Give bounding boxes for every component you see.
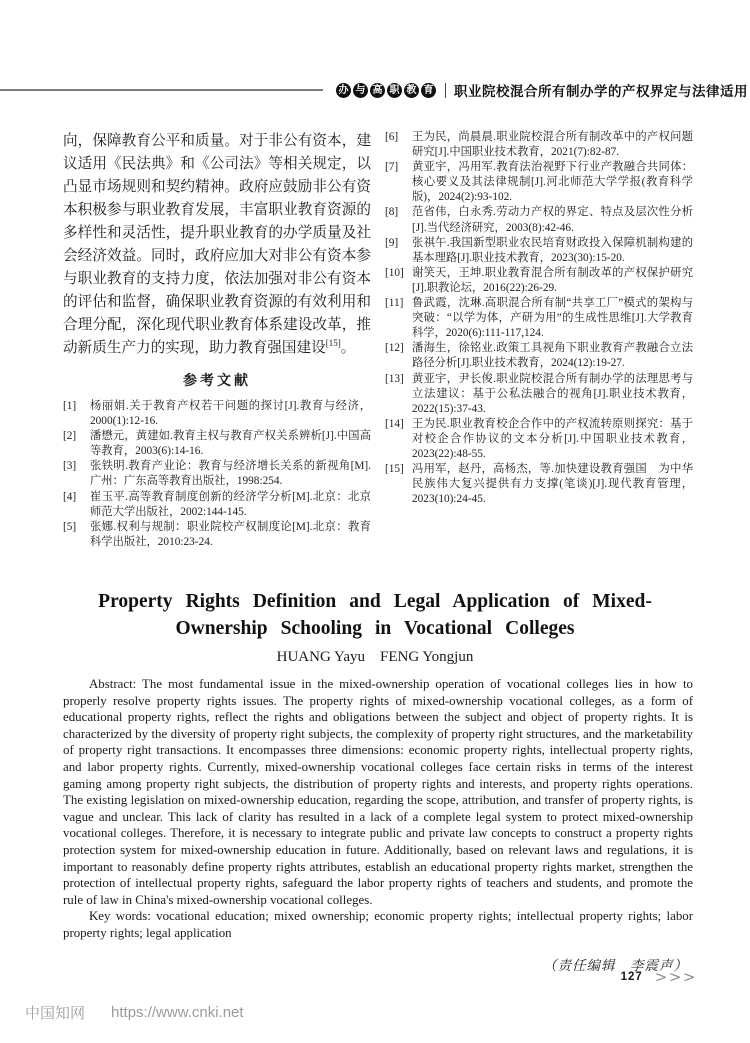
reference-item [385, 372, 693, 417]
cnki-brand-name: 中国知网 [25, 1005, 86, 1022]
reference-text: 冯用军，赵丹，高杨杰，等.加快建设教育强国 为中华民族伟大复兴提供有力支撑(笔谈)[J].现代教育管理，2023(10):24-45. [412, 463, 693, 506]
reference-text: 张祺午.我国新型职业农民培育财政投入保障机制构建的基本理路[J].职业技术教育，2023(30):15-20. [412, 236, 693, 264]
body-paragraph [63, 130, 371, 360]
badge-char-icon: 办 [336, 83, 351, 98]
two-column-layout [63, 130, 693, 562]
reference-text: 黄亚宇，冯用军.教育法治视野下行业产教融合共同体：核心要义及其法律规制[J].河北师范大学学报(教育科学版)，2024(2):93-102. [412, 161, 693, 204]
reference-text: 鲁武霞，沈琳.高职混合所有制“共享工厂”模式的架构与突破：“以学为体，产研为用”的生成性思维[J].大学教育科学，2020(6):111-117,124. [412, 297, 693, 340]
chevron-right-icon: >>> [654, 968, 697, 986]
english-title-line2: Ownership Schooling in Vocational Colleges [175, 618, 575, 639]
cnki-brand-bar [25, 1002, 244, 1023]
reference-text: 崔玉平.高等教育制度创新的经济学分析[M].北京：北京师范大学出版社，2002:144-145. [90, 490, 371, 518]
header-rule [0, 89, 323, 91]
reference-text: 王为民，尚晨晨.职业院校混合所有制改革中的产权问题研究[J].中国职业技术教育，2021(7):82-87. [412, 131, 693, 159]
badge-char-icon: 育 [421, 83, 436, 98]
header-divider [445, 83, 446, 98]
abstract-paragraph [63, 676, 693, 908]
managing-editor-note: （责任编辑 李震声） [543, 957, 688, 973]
reference-item [385, 130, 693, 160]
cnki-url: https://www.cnki.net [111, 1004, 244, 1021]
references-heading: 参考文献 [183, 374, 251, 389]
left-column [63, 130, 371, 562]
reference-number: [10] [385, 266, 404, 279]
body-text: 向，保障教育公平和质量。对于非公有资本，建议适用《民法典》和《公司法》等相关规定，以凸显市场规则和契约精神。政府应鼓励非公有资本积极参与职业教育发展，丰富职业教育资源的多样性和灵活性，提升职业教育的办学质量及社会经济效益。同时，政府应加大对非公有资本参与职业教育的支持力度，依法加强对非公有资本的评估和监督，确保职业教育资源的有效利用和合理分配，深化现代职业教育体系建设改革，推动新质生产力的实现，助力教育强国建设 [63, 133, 371, 356]
keywords-paragraph [63, 908, 693, 941]
page-number-row [621, 968, 697, 986]
english-authors: HUANG Yayu FENG Yongjun [276, 649, 474, 665]
abstract-label: Abstract: [89, 677, 143, 691]
page-number: 127 [620, 971, 643, 983]
reference-item [385, 205, 693, 235]
badge-char-icon: 教 [404, 83, 419, 98]
reference-text: 张娜.权利与规制：职业院校产权制度论[M].北京：教育科学出版社，2010:23-24. [90, 520, 371, 548]
reference-text: 潘懋元，黄建如.教育主权与教育产权关系辨析[J].中国高等教育，2003(6):14-16. [90, 430, 371, 458]
right-column [385, 130, 693, 562]
reference-number: [4] [63, 490, 77, 503]
reference-item [385, 296, 693, 341]
running-head-title: 职业院校混合所有制办学的产权界定与法律适用 [454, 84, 748, 99]
reference-number: [13] [385, 372, 404, 385]
reference-item [63, 399, 371, 429]
reference-item [63, 490, 371, 520]
reference-number: [6] [385, 131, 399, 143]
reference-number: [1] [63, 400, 77, 412]
reference-item [63, 459, 371, 489]
reference-text: 杨丽娟.关于教育产权若干问题的探讨[J].教育与经济，2000(1):12-16. [90, 400, 371, 428]
reference-item [63, 429, 371, 459]
reference-item [385, 417, 693, 462]
badge-char-icon: 与 [353, 83, 368, 98]
reference-number: [5] [63, 520, 77, 533]
badge-char-icon: 高 [370, 83, 385, 98]
english-title-line1: Property Rights Definition and Legal Application of Mixed- [98, 591, 652, 612]
reference-number: [7] [385, 161, 399, 174]
reference-item [63, 520, 371, 550]
abstract-text: The most fundamental issue in the mixed-ownership operation of vocational colleges lies in how to properly resolve property rights issues. The property rights of mixed-ownership vocational colleges, as a form of educational property rights, reflect the rights and obligations between the subject and object of property rights. It is characterized by the diversity of property right subjects, the complexity of property right structures, and the marketability of property right transactions. It encompasses three dimensions: economic property rights, intellectual property rights, and labor property rights. Currently, mixed-ownership vocational colleges face certain risks in terms of the interest gaming among property right subjects, the distribution of property rights and interests, and property rights operations. The existing legislation on mixed-ownership education, regarding the scope, attribution, and transfer of property rights, is vague and unclear. This lack of clarity has resulted in a lack of a complete legal system to protect mixed-ownership vocational colleges. Therefore, it is necessary to integrate public and private law concepts to construct a property rights protection system for mixed-ownership education in future. Additionally, based on relevant laws and regulations, it is important to reasonably define property rights attributes, establish an educational property rights market, strengthen the protection of intellectual property rights, safeguard the labor property rights of teachers and students, and promote the rule of law in China's mixed-ownership vocational colleges. [63, 677, 693, 907]
keywords-text: vocational education; mixed ownership; economic property rights; intellectual property rights; labor property rights; legal application [63, 909, 694, 940]
reference-text: 王为民.职业教育校企合作中的产权流转原则探究：基于对校企合作协议的文本分析[J].中国职业技术教育，2023(22):48-55. [412, 417, 693, 460]
reference-text: 谢笑天，王坤.职业教育混合所有制改革的产权保护研究[J].职教论坛，2016(22):26-29. [412, 266, 693, 294]
citation-superscript: [15] [325, 338, 341, 349]
reference-number: [8] [385, 206, 399, 219]
body-text-end: 。 [340, 340, 356, 356]
reference-number: [3] [63, 460, 77, 473]
reference-text: 范省伟，白永秀.劳动力产权的界定、特点及层次性分析[J].当代经济研究，2003(8):42-46. [412, 206, 693, 234]
column-badge [336, 83, 436, 98]
reference-text: 潘海生，徐铭业.政策工具视角下职业教育产教融合立法路径分析[J].职业技术教育，2024(12):19-27. [412, 342, 693, 370]
reference-number: [11] [385, 297, 404, 310]
badge-char-icon: 职 [387, 83, 402, 98]
english-title [0, 588, 750, 642]
page-header [0, 80, 750, 100]
reference-number: [9] [385, 236, 399, 249]
keywords-label: Key words: [89, 909, 157, 924]
reference-item [385, 341, 693, 371]
abstract-section [63, 676, 693, 942]
reference-number: [14] [385, 417, 404, 430]
reference-number: [12] [385, 342, 404, 355]
reference-item [385, 462, 693, 507]
reference-item [385, 266, 693, 296]
reference-item [385, 236, 693, 266]
reference-text: 张铁明.教育产业论：教育与经济增长关系的新视角[M].广州：广东高等教育出版社，1998:254. [90, 460, 371, 488]
reference-text: 黄亚宇，尹长俊.职业院校混合所有制办学的法理思考与立法建议：基于公私法融合的视角[J].职业技术教育，2022(15):37-43. [412, 372, 693, 415]
reference-number: [2] [63, 430, 77, 443]
reference-number: [15] [385, 463, 404, 476]
reference-item [385, 160, 693, 205]
